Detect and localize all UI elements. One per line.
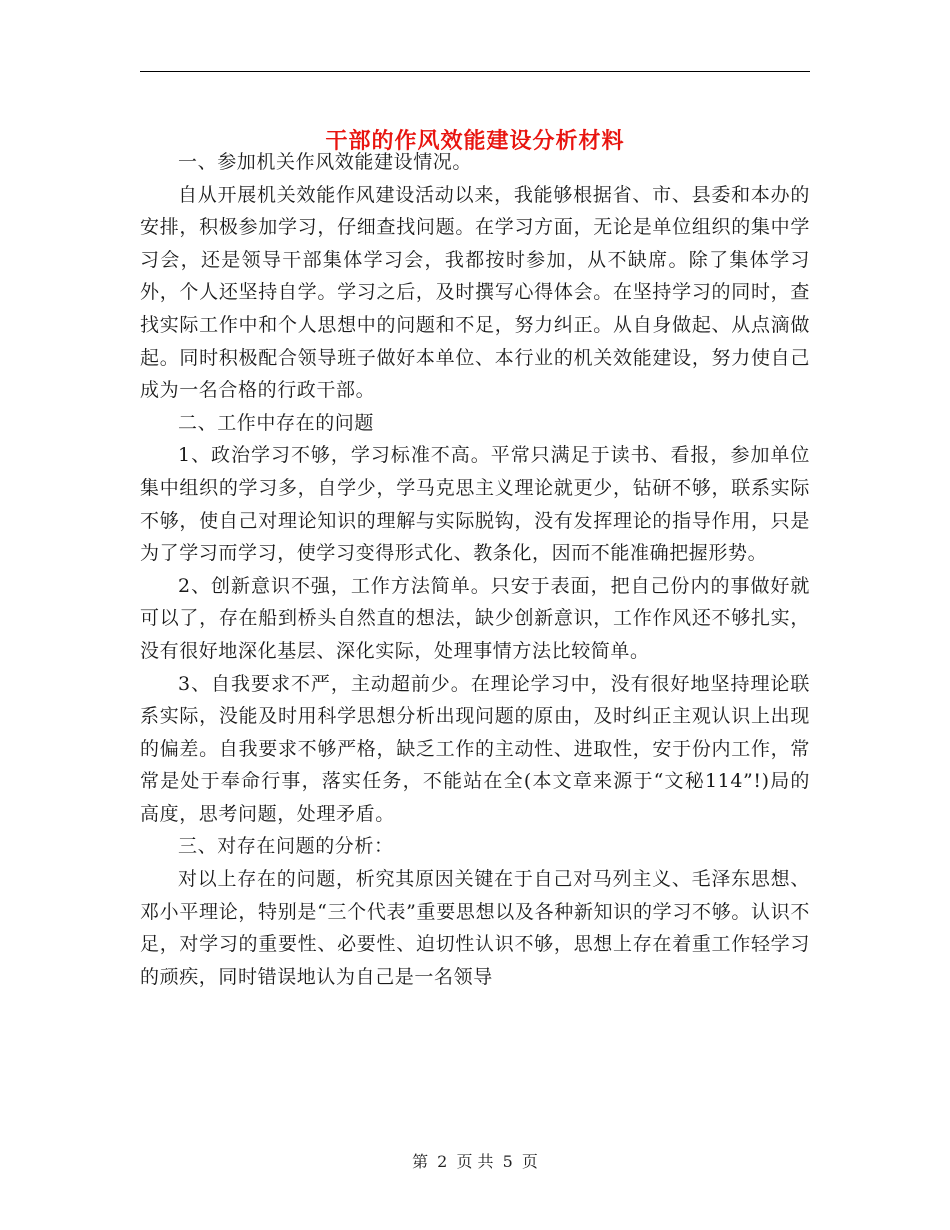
- total-pages-number: 5: [502, 1152, 513, 1171]
- page-footer: [0, 1150, 950, 1174]
- paragraph: 2、创新意识不强，工作方法简单。只安于表面，把自己份内的事做好就可以了，存在船到桥头自然直的想法，缺少创新意识，工作作风还不够扎实，没有很好地深化基层、深化实际，处理事情方法比较简单。: [140, 574, 810, 662]
- section-heading-2: 二、工作中存在的问题: [178, 411, 375, 434]
- page-label-mid: 页 共: [456, 1152, 494, 1171]
- document-title: 干部的作风效能建设分析材料: [325, 127, 625, 154]
- page-label-suffix: 页: [521, 1152, 538, 1171]
- page-label-prefix: 第: [412, 1152, 429, 1171]
- paragraph: 3、自我要求不严，主动超前少。在理论学习中，没有很好地坚持理论联系实际，没能及时用科学思想分析出现问题的原由，及时纠正主观认识上出现的偏差。自我要求不够严格，缺乏工作的主动性、进取性，安于份内工作，常常是处于奉命行事，落实任务，不能站在全(本文章来源于“文秘114”!)局的高度，思考问题，处理矛盾。: [140, 672, 810, 825]
- section-heading-1: 一、参加机关作风效能建设情况。: [178, 151, 473, 173]
- header-rule: [140, 71, 810, 72]
- paragraph: 1、政治学习不够，学习标准不高。平常只满足于读书、看报，参加单位集中组织的学习多，自学少，学马克思主义理论就更少，钻研不够，联系实际不够，使自己对理论知识的理解与实际脱钩，没有发挥理论的指导作用，只是为了学习而学习，使学习变得形式化、教条化，因而不能准确把握形势。: [140, 444, 810, 565]
- section-heading-3: 三、对存在问题的分析：: [178, 835, 394, 858]
- paragraph: 对以上存在的问题，析究其原因关键在于自己对马列主义、毛泽东思想、邓小平理论，特别是“三个代表”重要思想以及各种新知识的学习不够。认识不足，对学习的重要性、必要性、迫切性认识不够，思想上存在着重工作轻学习的顽疾，同时错误地认为自己是一名领导: [140, 868, 810, 988]
- current-page-number: 2: [437, 1152, 448, 1171]
- document-body: [140, 146, 810, 993]
- paragraph: 自从开展机关效能作风建设活动以来，我能够根据省、市、县委和本办的安排，积极参加学习，仔细查找问题。在学习方面，无论是单位组织的集中学习会，还是领导干部集体学习会，我都按时参加，从不缺席。除了集体学习外，个人还坚持自学。学习之后，及时撰写心得体会。在坚持学习的同时，查找实际工作中和个人思想中的问题和不足，努力纠正。从自身做起、从点滴做起。同时积极配合领导班子做好本单位、本行业的机关效能建设，努力使自己成为一名合格的行政干部。: [140, 183, 810, 402]
